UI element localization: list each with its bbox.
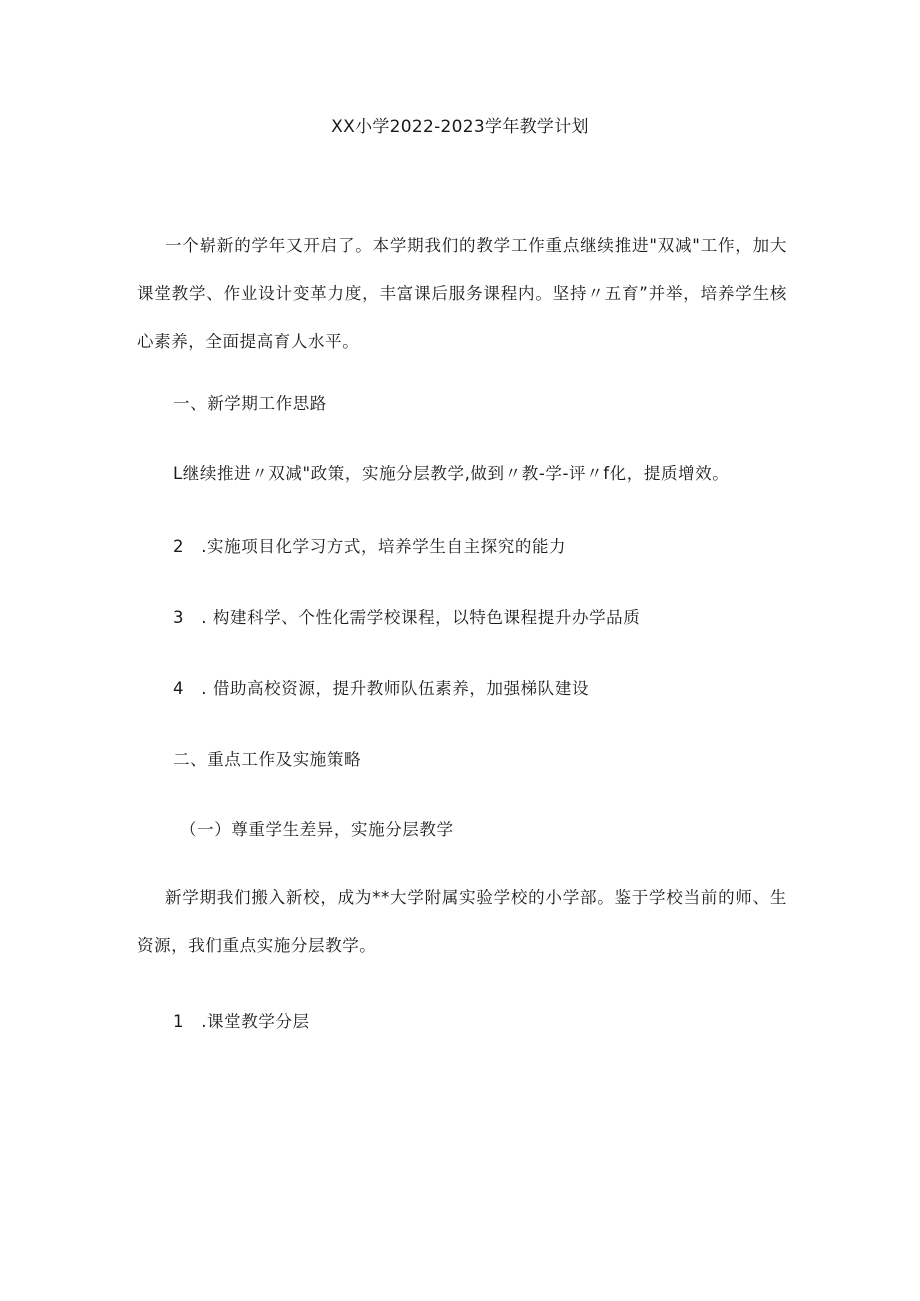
section1-item-2: 2 .实施项目化学习方式，培养学生自主探究的能力 xyxy=(173,537,567,556)
section2-heading: 二、重点工作及实施策略 xyxy=(173,750,362,769)
section1-item-1: L继续推进〃双减"政策，实施分层教学,做到〃教-学-评〃f化，提质增效。 xyxy=(173,464,730,483)
subsection1-heading: （一）尊重学生差异，实施分层教学 xyxy=(180,820,454,839)
subsection1-item-1: 1 .课堂教学分层 xyxy=(173,1012,310,1031)
subsection1-paragraph: 新学期我们搬入新校，成为**大学附属实验学校的小学部。鉴于学校当前的师、生资源，我们重点实施分层教学。 xyxy=(137,888,787,955)
section1-item-4: 4 . 借助高校资源，提升教师队伍素养，加强梯队建设 xyxy=(173,679,590,698)
section1-heading: 一、新学期工作思路 xyxy=(173,394,327,413)
section1-item-3: 3 . 构建科学、个性化需学校课程，以特色课程提升办学品质 xyxy=(173,608,641,627)
intro-paragraph: 一个崭新的学年又开启了。本学期我们的教学工作重点继续推进"双减"工作，加大课堂教学、作业设计变革力度，丰富课后服务课程内。坚持〃五育”并举，培养学生核心素养，全面提高育人水平。 xyxy=(137,236,787,351)
document-title: XX小学2022-2023学年教学计划 xyxy=(331,117,589,137)
